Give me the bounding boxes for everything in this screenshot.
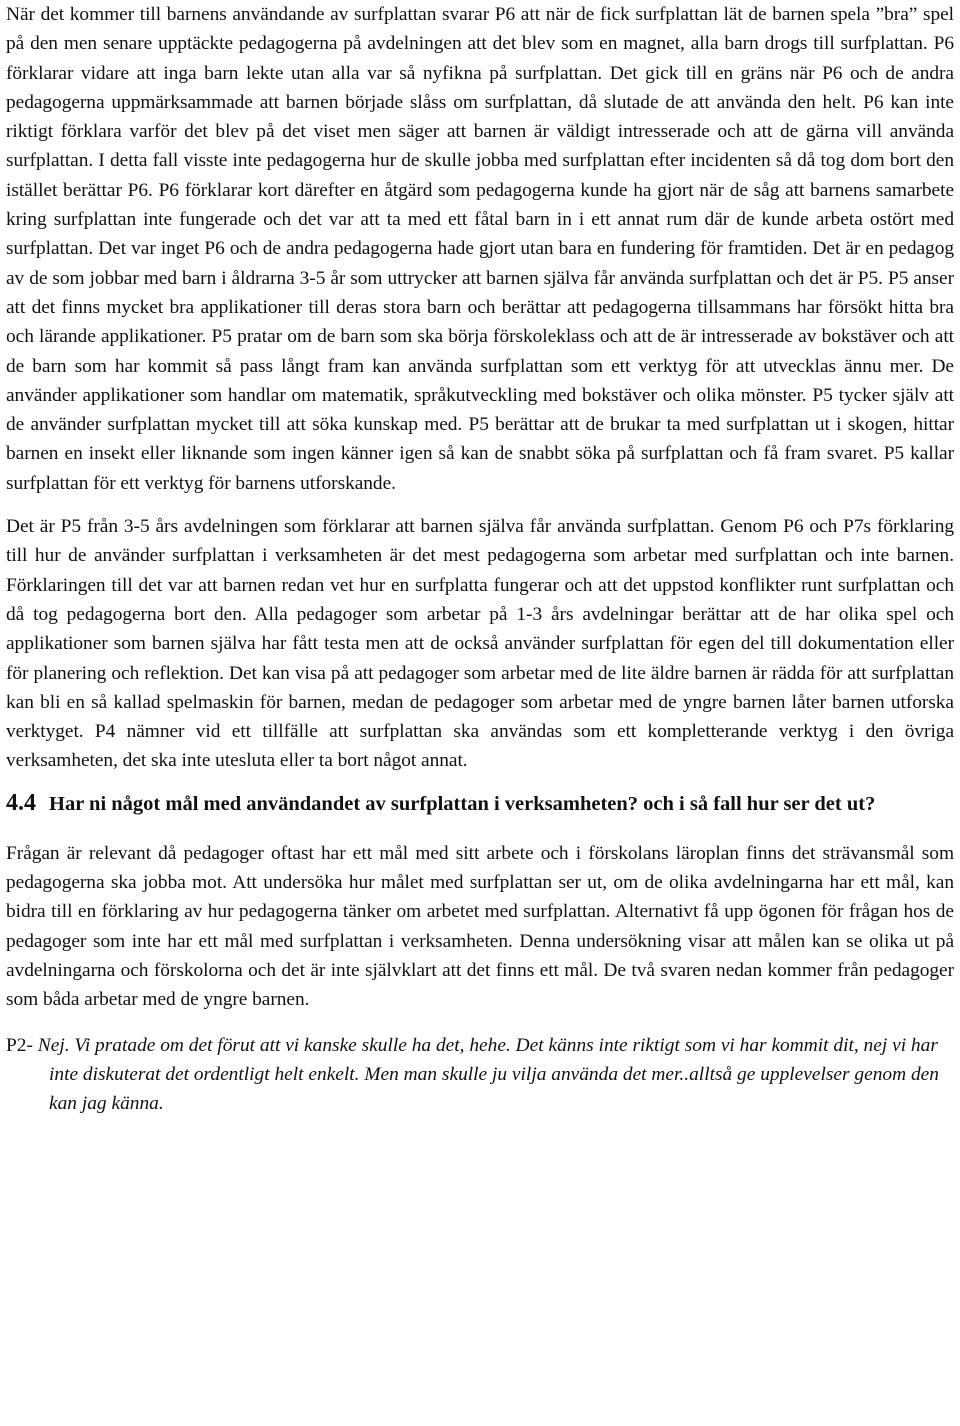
- body-paragraph-2: Det är P5 från 3-5 års avdelningen som förklarar att barnen själva får använda surfplattan. Genom P6 och P7s förklaring till hur de använder surfplattan i verksamheten är det mest pedagogerna som arbetar med surfplattan och inte barnen. Förklaringen till det var att barnen redan vet hur en surfplatta fungerar och att det uppstod konflikter runt surfplattan och då tog pedagogerna bort den. Alla pedagoger som arbetar på 1-3 års avdelningar berättar att de har olika spel och applikationer som barnen själva har fått testa men att de också använder surfplattan för egen del till dokumentation eller för planering och reflektion. Det kan visa på att pedagoger som arbetar med de lite äldre barnen är rädda för att surfplattan kan bli en så kallad spelmaskin för barnen, medan de pedagoger som arbetar med de yngre barnen låter barnen utforska verktyget. P4 nämner vid ett tillfälle att surfplattan ska användas som ett kompletterande verktyg i den övriga verksamheten, det ska inte utesluta eller ta bort något annat.: [6, 516, 954, 772]
- document-page: [6, 0, 954, 1138]
- section-title: Har ni något mål med användandet av surfplattan i verksamheten? och i så fall hur ser det ut?: [49, 792, 876, 815]
- body-paragraph-3: Frågan är relevant då pedagoger oftast har ett mål med sitt arbete och i förskolans läroplan finns det strävansmål som pedagogerna ska jobba mot. Att undersöka hur målet med surfplattan ser ut, om de olika avdelningarna har ett mål, kan bidra till en förklaring av hur pedagogerna tänker om arbetet med surfplattan. Alternativt få upp ögonen för frågan hos de pedagoger som inte har ett mål med surfplattan i verksamheten. Denna undersökning visar att målen kan se olika ut på avdelningarna och förskolorna och det är inte självklart att det finns ett mål. De två svaren nedan kommer från pedagoger som båda arbetar med de yngre barnen.: [6, 842, 954, 1011]
- section-number: 4.4: [6, 789, 36, 816]
- interview-quote: [6, 1031, 954, 1119]
- quote-text: Nej. Vi pratade om det förut att vi kanske skulle ha det, hehe. Det känns inte riktigt som vi har kommit dit, nej vi har inte diskuterat det ordentligt helt enkelt. Men man skulle ju vilja använda det mer..alltså ge upplevelser genom den kan jag känna.: [37, 1034, 939, 1115]
- body-paragraph-1: När det kommer till barnens användande av surfplattan svarar P6 att när de fick surfplattan lät de barnen spela ”bra” spel på den men senare upptäckte pedagogerna på avdelningen att det blev som en magnet, alla barn drogs till surfplattan. P6 förklarar vidare att inga barn lekte utan alla var så nyfikna på surfplattan. Det gick till en gräns när P6 och de andra pedagogerna uppmärksammade att barnen började slåss om surfplattan, då slutade de att använda den helt. P6 kan inte riktigt förklara varför det blev på det viset men säger att barnen är väldigt intresserade och att de gärna vill använda surfplattan. I detta fall visste inte pedagogerna hur de skulle jobba med surfplattan efter incidenten så då tog dom bort den istället berättar P6. P6 förklarar kort därefter en åtgärd som pedagogerna kunde ha gjort när de såg att barnens samarbete kring surfplattan inte fungerade och det var att ta med ett fåtal barn in i ett annat rum där de kunde arbeta ostört med surfplattan. Det var inget P6 och de andra pedagogerna hade gjort utan bara en fundering för framtiden. Det är en pedagog av de som jobbar med barn i åldrarna 3-5 år som uttrycker att barnen själva får använda surfplattan och det är P5. P5 anser att det finns mycket bra applikationer till deras stora barn och berättar att pedagogerna tillsammans har försökt hitta bra och lärande applikationer. P5 pratar om de barn som ska börja förskoleklass och att de är intresserade av bokstäver och att de barn som har kommit så pass långt fram kan använda surfplattan som ett verktyg för att utvecklas ännu mer. De använder applikationer som handlar om matematik, språkutveckling med bokstäver och olika mönster. P5 tycker själv att de använder surfplattan mycket till att söka kunskap med. P5 berättar att de brukar ta med surfplattan ut i skogen, hittar barnen en insekt eller liknande som ingen känner igen så kan de snabbt söka på surfplattan och få fram svaret. P5 kallar surfplattan för ett verktyg för barnens utforskande.: [6, 4, 954, 494]
- section-heading: [6, 788, 954, 819]
- quote-speaker-label: P2-: [6, 1034, 38, 1056]
